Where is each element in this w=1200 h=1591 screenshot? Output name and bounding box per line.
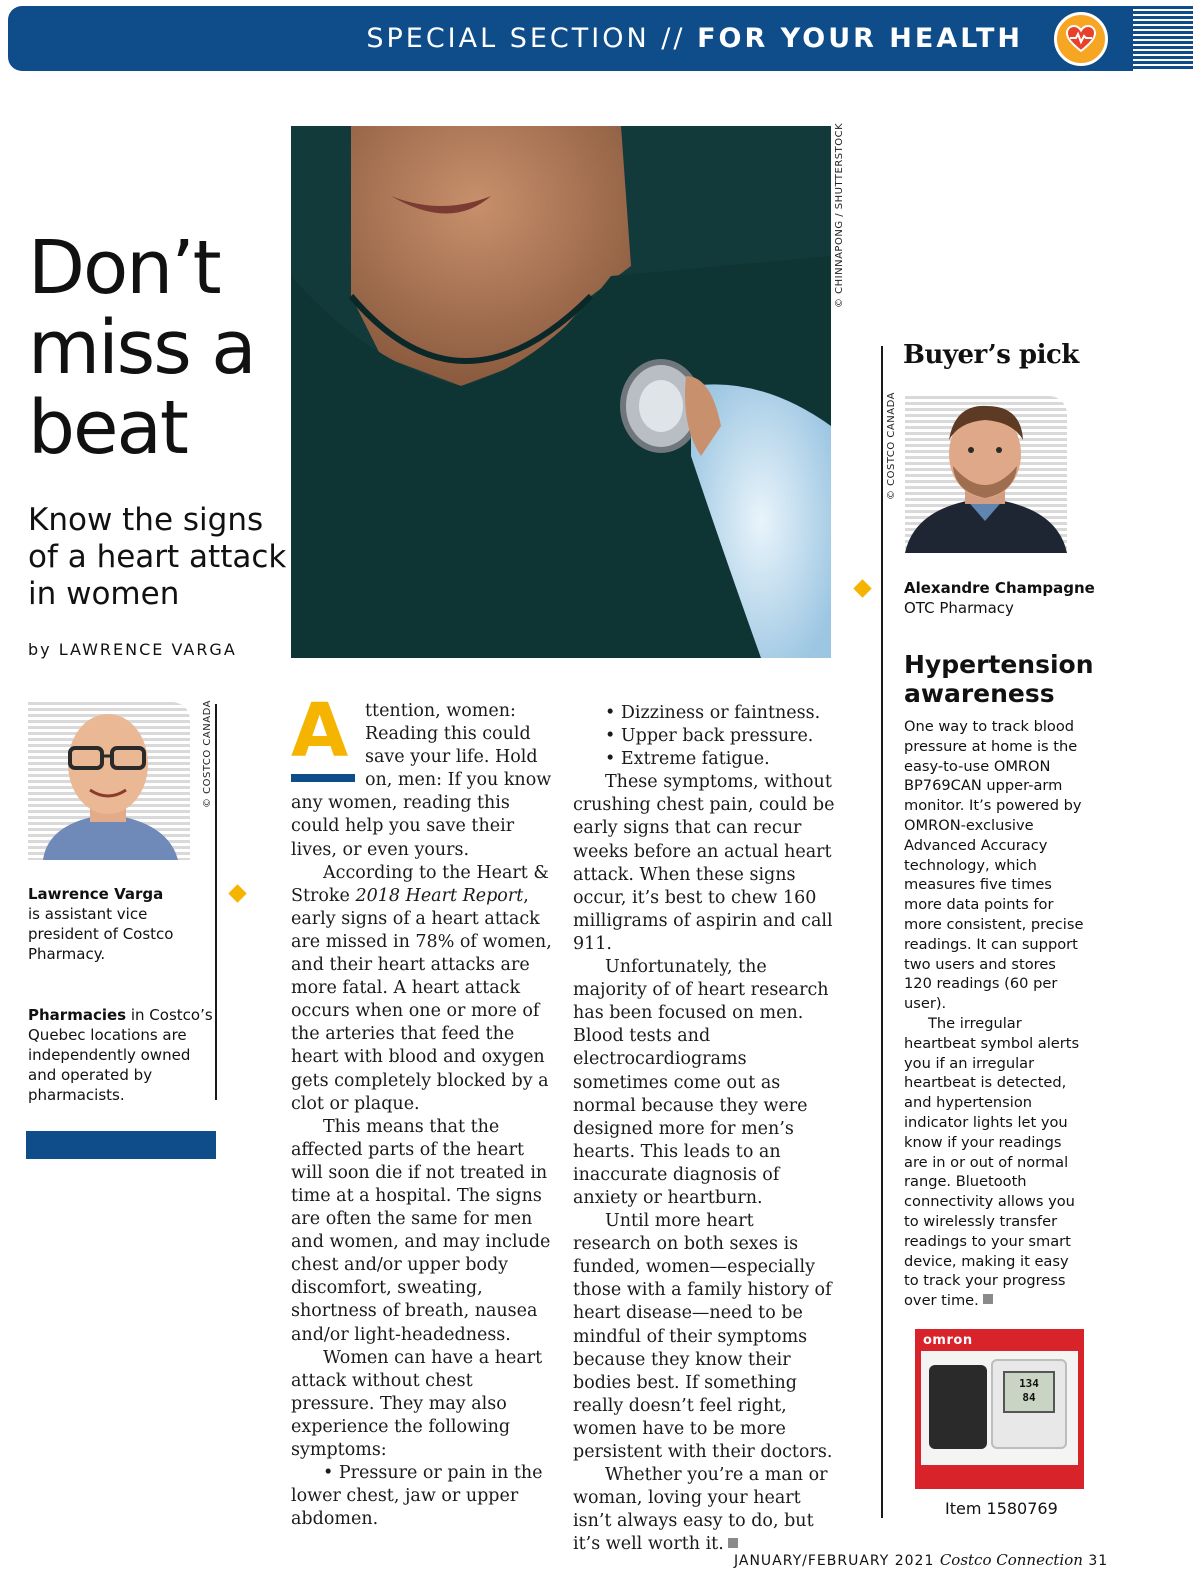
section-banner xyxy=(8,6,1133,71)
footer-magazine: Costco Connection xyxy=(939,1551,1083,1569)
pharmacy-note xyxy=(28,1005,213,1105)
sidebar-rule xyxy=(881,346,883,1518)
article-paragraph-7: Until more heart research on both sexes is funded, women—especially those with a family history of heart disease—need to be mindful of their symptoms because they know their bodies best. If something really doesn’t feel right, women have to be more persistent with their doctors. xyxy=(573,1211,833,1462)
product-brand: omron xyxy=(923,1333,973,1348)
blood-pressure-cuff xyxy=(929,1365,987,1449)
product-box-window xyxy=(921,1351,1078,1465)
product-image xyxy=(915,1329,1084,1489)
pharmacy-note-bold: Pharmacies xyxy=(28,1006,127,1024)
author-portrait xyxy=(28,702,190,860)
article-column-2 xyxy=(573,702,835,1556)
symptom-bullet-1: • Pressure or pain in the lower chest, jaw or upper abdomen. xyxy=(291,1463,543,1530)
sidebar-heading: Hypertension awareness xyxy=(904,650,1094,708)
item-number: Item 1580769 xyxy=(945,1499,1058,1518)
symptom-bullet-3: • Upper back pressure. xyxy=(605,726,814,747)
buyers-pick-title: Buyer’s pick xyxy=(903,340,1079,370)
article-byline: by LAWRENCE VARGA xyxy=(28,640,237,659)
monitor-reading-diastolic: 84 xyxy=(1022,1391,1036,1404)
banner-stripes xyxy=(1133,6,1193,71)
monitor-reading-systolic: 134 xyxy=(1019,1377,1039,1390)
symptom-bullet-2: • Dizziness or faintness. xyxy=(605,703,821,723)
article-paragraph-6: Unfortunately, the majority of of heart research has been focused on men. Blood tests and electrocardiograms sometimes come out as normal because they were designed more for men’s hearts. This leads to an inaccurate diagnosis of anxiety or heartburn. xyxy=(573,957,829,1208)
article-paragraph-3: This means that the affected parts of the heart will soon die if not treated in time at a hospital. The signs are often the same for men and women, and may include chest and/or upper body discomfort, sweating, shortness of breath, nausea and/or light-headedness. xyxy=(291,1116,551,1345)
article-deck: Know the signs of a heart attack in women xyxy=(28,502,287,612)
sidebar-paragraph-2 xyxy=(904,1014,1084,1311)
heart-pulse-icon xyxy=(1054,12,1108,66)
p2-report-title: 2018 Heart Report xyxy=(355,885,524,906)
author-name: Lawrence Varga xyxy=(28,885,164,903)
buyer-photo xyxy=(905,396,1067,553)
article-paragraph-4: Women can have a heart attack without chest pressure. They may also experience the following symptoms: xyxy=(291,1347,543,1460)
page-footer xyxy=(734,1551,1108,1569)
sidebar-body xyxy=(904,717,1084,1311)
hero-photo xyxy=(291,126,831,658)
article-paragraph-1: ttention, women: Reading this could save your life. Hold on, men: If you know any women, reading this could help you save their lives, or even yours. xyxy=(291,701,552,860)
hero-photo-credit: © CHINNAPONG / SHUTTERSTOCK xyxy=(834,122,845,308)
footer-page-number: 31 xyxy=(1088,1553,1109,1569)
hero-photo-credit-wrap xyxy=(832,122,848,310)
dropcap-letter: A xyxy=(291,688,349,774)
buyer-department: OTC Pharmacy xyxy=(904,599,1014,617)
author-photo-credit: © COSTCO CANADA xyxy=(202,700,213,808)
author-bio xyxy=(28,884,213,964)
p2-post: , early signs of a heart attack are missed in 78% of women, and their heart attacks are more fatal. A heart attack occurs when one or more of the arteries that feed the heart with blood and oxygen gets completely blocked by a clot or plaque. xyxy=(291,885,552,1114)
sidebar-paragraph-2-text: The irregular heartbeat symbol alerts you if an irregular heartbeat is detected, and hypertension indicator lights let you know if your readings are in or out of normal range. Bluetooth connectivity allows you to wirelessly transfer readings to your smart device, making it easy to track your progress over time. xyxy=(904,1014,1080,1310)
banner-section-label: SPECIAL SECTION // xyxy=(366,23,686,54)
author-diamond-marker xyxy=(228,884,246,902)
article-paragraph-2 xyxy=(291,862,553,1116)
footer-issue: JANUARY/FEBRUARY 2021 xyxy=(734,1553,935,1569)
sidebar-paragraph-1: One way to track blood pressure at home is the easy-to-use OMRON BP769CAN upper-arm monitor. It’s powered by OMRON-exclusive Advanced Accuracy technology, which measures five times more data points for more consistent, precise readings. It can support two users and stores 120 readings (60 per user). xyxy=(904,718,1084,1013)
sidebar-end-mark-icon xyxy=(983,1294,993,1304)
buyer-diamond-marker xyxy=(853,579,871,597)
blood-pressure-monitor xyxy=(991,1359,1067,1449)
monitor-screen xyxy=(1003,1371,1055,1413)
banner-title xyxy=(366,23,1023,54)
left-column-rule xyxy=(215,704,217,1100)
end-mark-icon xyxy=(728,1538,738,1548)
dropcap-bar xyxy=(291,774,355,782)
symptom-bullet-4: • Extreme fatigue. xyxy=(605,749,770,770)
buyer-photo-credit: © COSTCO CANADA xyxy=(886,392,897,500)
author-bio-text: is assistant vice president of Costco Pharmacy. xyxy=(28,905,174,963)
hero-illustration xyxy=(291,126,831,658)
dropcap-box xyxy=(291,688,359,780)
pharmacy-note-text: in Costco’s Quebec locations are independently owned and operated by pharmacists. xyxy=(28,1006,213,1104)
author-photo xyxy=(28,702,190,860)
decorative-blue-bar xyxy=(26,1131,216,1159)
article-paragraph-5: These symptoms, without crushing chest pain, could be early signs that can recur weeks before an actual heart attack. When these signs occur, it’s best to chew 160 milligrams of aspirin and call 911. xyxy=(573,772,835,954)
buyer-portrait xyxy=(905,396,1067,553)
article-headline: Don’t miss a beat xyxy=(28,225,255,471)
buyer-name: Alexandre Champagne xyxy=(904,579,1095,597)
p2-pre: According to the Heart & Stroke xyxy=(291,862,549,906)
article-column-1 xyxy=(291,688,553,1531)
banner-section-name: FOR YOUR HEALTH xyxy=(697,23,1023,54)
article-paragraph-8 xyxy=(573,1464,835,1556)
article-paragraph-8-text: Whether you’re a man or woman, loving your heart isn’t always easy to do, but it’s well worth it. xyxy=(573,1465,828,1555)
buyer-info xyxy=(904,578,1095,618)
